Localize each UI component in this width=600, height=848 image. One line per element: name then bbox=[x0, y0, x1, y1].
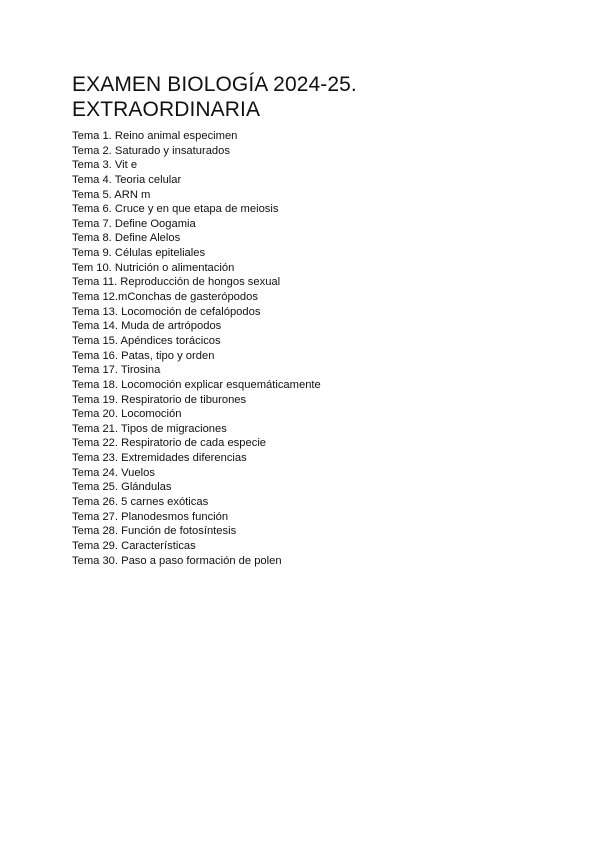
topic-item: Tema 25. Glándulas bbox=[72, 481, 172, 494]
document-title bbox=[72, 72, 357, 122]
topic-item: Tema 26. 5 carnes exóticas bbox=[72, 496, 209, 509]
title-line-1: EXAMEN BIOLOGÍA 2024-25. bbox=[72, 73, 357, 96]
topic-item: Tema 23. Extremidades diferencias bbox=[72, 452, 247, 465]
topic-item: Tema 24. Vuelos bbox=[72, 466, 155, 479]
topic-item: Tema 13. Locomoción de cefalópodos bbox=[72, 305, 261, 318]
topic-item: Tema 4. Teoria celular bbox=[72, 173, 182, 186]
topic-item: Tema 20. Locomoción bbox=[72, 408, 182, 421]
topic-item: Tema 16. Patas, tipo y orden bbox=[72, 349, 215, 362]
topic-item: Tema 17. Tirosina bbox=[72, 364, 161, 377]
topic-list bbox=[72, 129, 321, 568]
topic-item: Tema 11. Reproducción de hongos sexual bbox=[72, 276, 281, 289]
topic-item: Tema 27. Planodesmos función bbox=[72, 510, 229, 523]
topic-item: Tema 22. Respiratorio de cada especie bbox=[72, 437, 267, 450]
topic-item: Tema 8. Define Alelos bbox=[72, 232, 181, 245]
topic-item: Tema 5. ARN m bbox=[72, 188, 151, 201]
topic-item: Tema 1. Reino animal especimen bbox=[72, 130, 238, 142]
topic-item: Tema 2. Saturado y insaturados bbox=[72, 144, 230, 157]
topic-item: Tema 6. Cruce y en que etapa de meiosis bbox=[72, 203, 279, 216]
topic-item: Tema 9. Células epiteliales bbox=[72, 247, 206, 260]
topic-item: Tema 3. Vit e bbox=[72, 159, 138, 172]
topic-item: Tema 28. Función de fotosíntesis bbox=[72, 525, 237, 538]
topic-item: Tema 19. Respiratorio de tiburones bbox=[72, 393, 247, 406]
topic-item: Tema 15. Apéndices torácicos bbox=[72, 334, 221, 347]
topic-item: Tema 12.mConchas de gasterópodos bbox=[72, 291, 258, 304]
title-line-2: EXTRAORDINARIA bbox=[72, 98, 261, 121]
topic-item: Tema 29. Características bbox=[72, 539, 196, 552]
topic-item: Tema 21. Tipos de migraciones bbox=[72, 422, 227, 435]
topic-item: Tema 18. Locomoción explicar esquemáticamente bbox=[72, 378, 321, 391]
topic-item: Tema 7. Define Oogamia bbox=[72, 217, 196, 230]
topic-item: Tema 14. Muda de artrópodos bbox=[72, 320, 222, 333]
topic-item: Tema 30. Paso a paso formación de polen bbox=[72, 554, 282, 567]
topic-item: Tem 10. Nutrición o alimentación bbox=[72, 261, 235, 274]
